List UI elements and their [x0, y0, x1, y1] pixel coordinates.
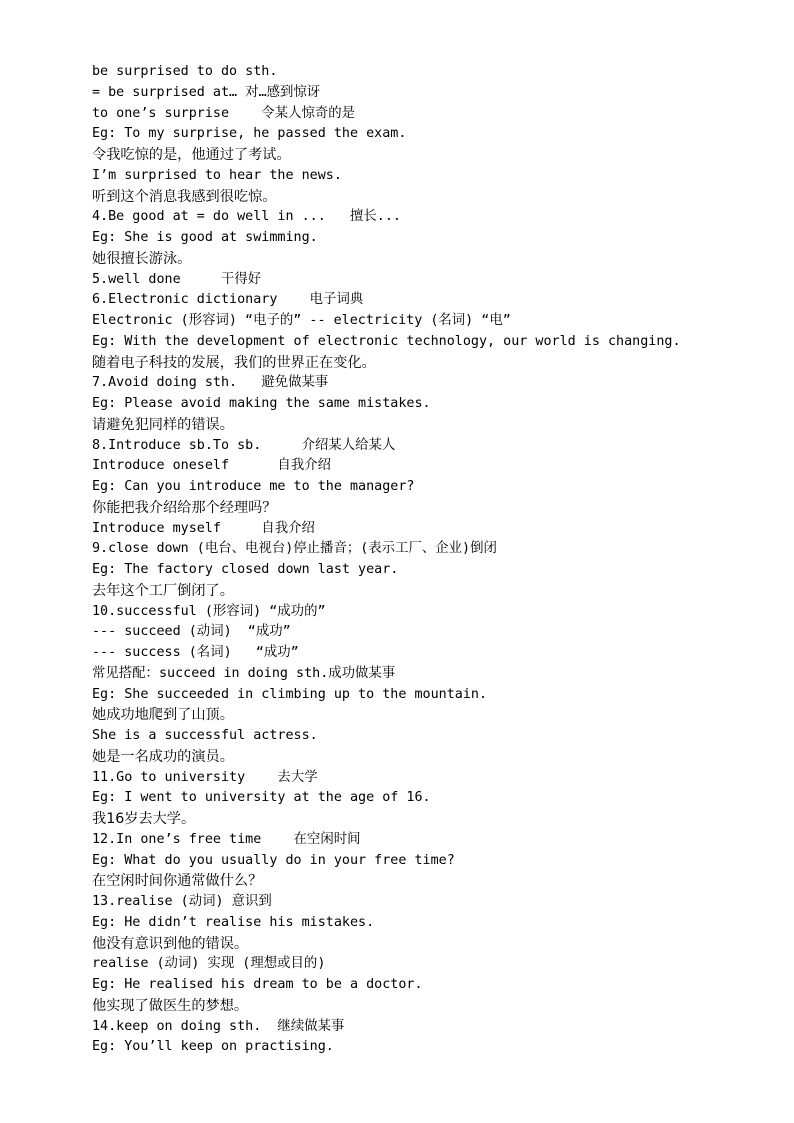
text-line: 10.successful (形容词) “成功的” — [92, 603, 326, 619]
text-line: Eg: She is good at swimming. — [92, 230, 318, 245]
text-line: Eg: He didn’t realise his mistakes. — [92, 914, 375, 930]
text-line: Eg: I went to university at the age of 16. — [92, 790, 431, 806]
text-line: 他没有意识到他的错误。 — [92, 935, 249, 952]
text-line: Eg: The factory closed down last year. — [92, 562, 399, 577]
text-line: 在空闲时间你通常做什么？ — [92, 873, 263, 890]
text-line: 请避免犯同样的错误。 — [92, 416, 234, 433]
text-line: 他实现了做医生的梦想。 — [92, 997, 249, 1014]
text-line: 她是一名成功的演员。 — [92, 748, 234, 765]
text-line: 你能把我介绍给那个经理吗？ — [92, 499, 277, 516]
text-line: Eg: To my surprise, he passed the exam. — [92, 126, 407, 142]
text-line: to one’s surprise 令某人惊奇的是 — [92, 105, 356, 121]
text-line: 听到这个消息我感到很吃惊。 — [92, 188, 277, 205]
text-line: = be surprised at… 对…感到惊讶 — [92, 84, 321, 100]
text-line: --- succeed (动词) “成功” — [92, 624, 291, 640]
text-line: She is a successful actress. — [92, 728, 318, 743]
text-line: I’m surprised to hear the news. — [92, 167, 342, 183]
text-line: --- success (名词) “成功” — [92, 645, 299, 660]
text-line: Electronic (形容词) “电子的” -- electricity (名词) “电” — [92, 313, 511, 328]
text-line: 4.Be good at = do well in ... 擅长... — [92, 209, 401, 225]
text-line: Eg: He realised his dream to be a doctor. — [92, 977, 423, 992]
text-line: 常见搭配：succeed in doing sth.成功做某事 — [92, 665, 396, 681]
text-line: realise (动词) 实现 (理想或目的) — [92, 956, 326, 972]
text-line: Eg: She succeeded in climbing up to the mountain. — [92, 686, 488, 702]
text-line: Eg: Please avoid making the same mistakes. — [92, 396, 431, 411]
text-line: 她很擅长游泳。 — [92, 250, 192, 267]
text-line: 去年这个工厂倒闭了。 — [92, 582, 234, 599]
text-line: Eg: What do you usually do in your free time? — [92, 852, 455, 868]
text-line: 13.realise (动词) 意识到 — [92, 894, 272, 909]
text-line: 我16岁去大学。 — [92, 811, 196, 827]
text-line: 12.In one’s free time 在空闲时间 — [92, 831, 361, 847]
text-line: 6.Electronic dictionary 电子词典 — [92, 292, 364, 308]
text-line: 7.Avoid doing sth. 避免做某事 — [92, 375, 329, 391]
text-line: Introduce oneself 自我介绍 — [92, 458, 331, 474]
text-line: Introduce myself 自我介绍 — [92, 520, 315, 536]
text-line: Eg: With the development of electronic technology, our world is changing. — [92, 333, 681, 349]
text-line: Eg: You’ll keep on practising. — [92, 1039, 334, 1055]
text-line: 令我吃惊的是，他通过了考试。 — [92, 147, 291, 163]
text-line: 5.well done 干得好 — [92, 271, 262, 287]
text-line: 14.keep on doing sth. 继续做某事 — [92, 1018, 345, 1034]
text-line: 8.Introduce sb.To sb. 介绍某人给某人 — [92, 437, 396, 453]
text-line: 随着电子科技的发展，我们的世界正在变化。 — [92, 354, 376, 371]
text-line: 9.close down (电台、电视台)停止播音；(表示工厂、企业)倒闭 — [92, 541, 497, 557]
text-line: 11.Go to university 去大学 — [92, 769, 318, 785]
text-line: 她成功地爬到了山顶。 — [92, 707, 234, 724]
text-line: be surprised to do sth. — [92, 64, 278, 79]
document-body — [92, 62, 782, 1058]
text-line: Eg: Can you introduce me to the manager? — [92, 479, 415, 494]
